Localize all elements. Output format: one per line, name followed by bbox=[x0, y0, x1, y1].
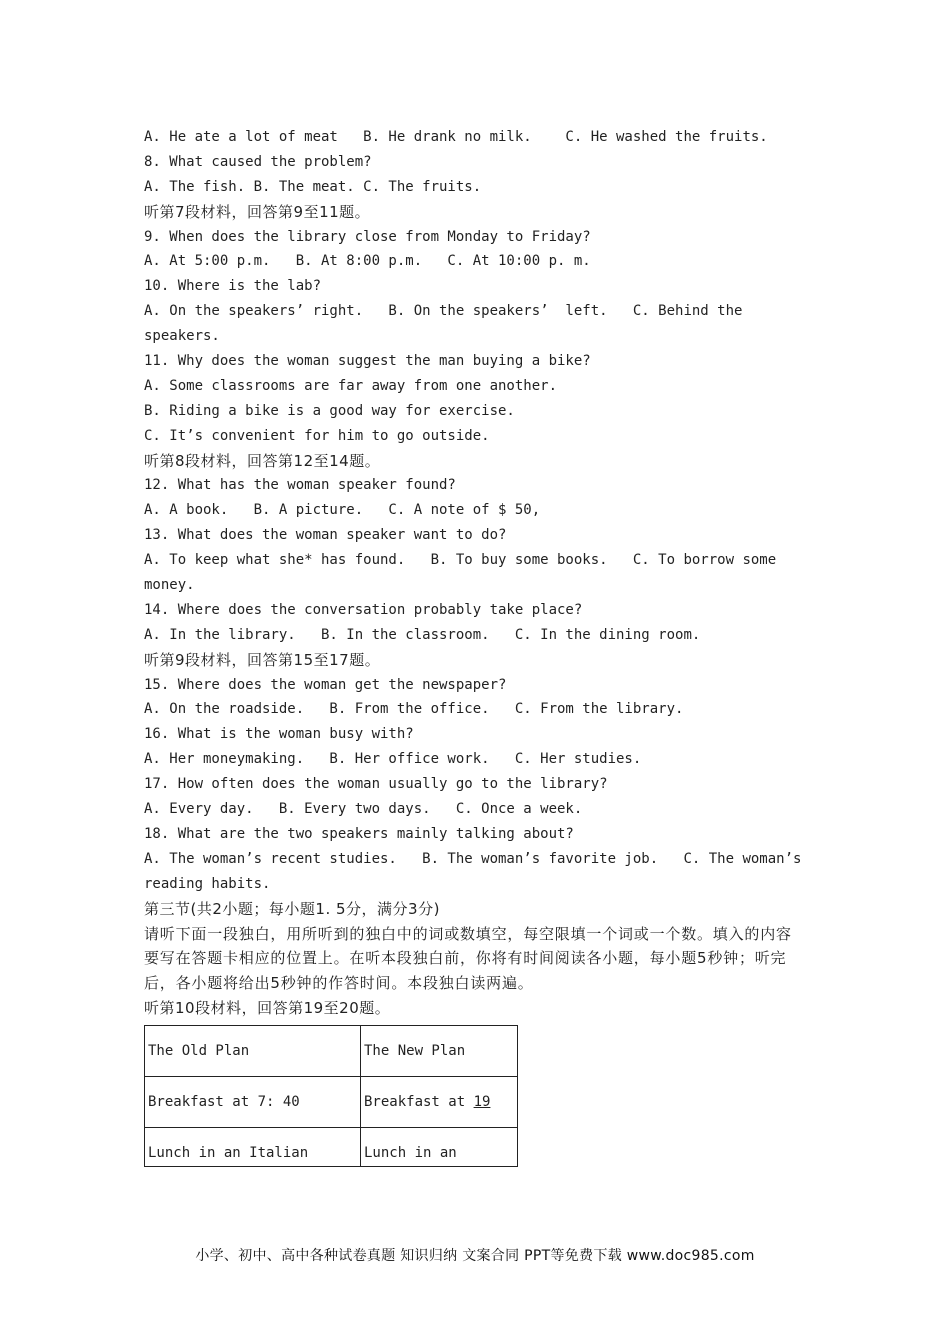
section9-heading: 听第9段材料，回答第15至17题。 bbox=[144, 650, 381, 669]
q18-question: 18. What are the two speakers mainly talking about? bbox=[144, 825, 574, 842]
q10-question: 10. Where is the lab? bbox=[144, 278, 322, 295]
q8-question: 8. What caused the problem? bbox=[144, 153, 372, 170]
header-new-plan: The New Plan bbox=[361, 1026, 518, 1077]
q15-question: 15. Where does the woman get the newspaper? bbox=[144, 676, 507, 693]
part3-heading: 第三节(共2小题；每小题1. 5分，满分3分) bbox=[144, 899, 440, 918]
header-old-plan: The Old Plan bbox=[145, 1026, 361, 1077]
q14-options: A. In the library. B. In the classroom. C. In the dining room. bbox=[144, 626, 701, 643]
q11-option-b: B. Riding a bike is a good way for exercise. bbox=[144, 402, 515, 419]
blank-19: 19 bbox=[473, 1094, 491, 1111]
q18-options: A. The woman’s recent studies. B. The woman’s favorite job. C. The woman’s bbox=[144, 850, 802, 867]
q9-options: A. At 5:00 p.m. B. At 8:00 p.m. C. At 10:00 p. m. bbox=[144, 253, 591, 270]
q16-options: A. Her moneymaking. B. Her office work. C. Her studies. bbox=[144, 751, 642, 768]
page-footer: 小学、初中、高中各种试卷真题 知识归纳 文案合同 PPT等免费下载 www.doc985.com bbox=[195, 1248, 755, 1264]
table-row bbox=[145, 1128, 518, 1167]
q7-options: A. He ate a lot of meat B. He drank no milk. C. He washed the fruits. bbox=[144, 129, 768, 145]
table-row bbox=[145, 1077, 518, 1128]
old-lunch: Lunch in an Italian bbox=[145, 1128, 361, 1167]
document-body bbox=[144, 125, 804, 1167]
new-breakfast bbox=[361, 1077, 518, 1128]
new-lunch: Lunch in an bbox=[361, 1128, 518, 1167]
new-breakfast-text: Breakfast at bbox=[364, 1094, 474, 1111]
q13-options: A. To keep what she* has found. B. To buy some books. C. To borrow some bbox=[144, 552, 777, 569]
q13-question: 13. What does the woman speaker want to do? bbox=[144, 527, 507, 544]
q10-options-cont: speakers. bbox=[144, 328, 220, 345]
q9-question: 9. When does the library close from Monday to Friday? bbox=[144, 228, 591, 245]
q18-options-cont: reading habits. bbox=[144, 875, 271, 892]
q11-option-c: C. It’s convenient for him to go outside. bbox=[144, 427, 490, 444]
table-row bbox=[145, 1026, 518, 1077]
part3-instructions: 请听下面一段独白，用所听到的独白中的词或数填空，每空限填一个词或一个数。填入的内容要写在答题卡相应的位置上。在听本段独白前，你将有时间阅读各小题，每小题5秒钟；听完后，各小题将给出5秒钟的作答时间。本段独白读两遍。 bbox=[144, 924, 792, 993]
q15-options: A. On the roadside. B. From the office. C. From the library. bbox=[144, 701, 684, 718]
section10-heading: 听第10段材料，回答第19至20题。 bbox=[144, 999, 391, 1018]
q11-option-a: A. Some classrooms are far away from one another. bbox=[144, 377, 558, 394]
section8-heading: 听第8段材料，回答第12至14题。 bbox=[144, 451, 381, 470]
q10-options: A. On the speakers’ right. B. On the speakers’ left. C. Behind the bbox=[144, 303, 743, 320]
q12-options: A. A book. B. A picture. C. A note of $ 50, bbox=[144, 502, 541, 519]
section7-heading: 听第7段材料，回答第9至11题。 bbox=[144, 202, 371, 221]
plan-table bbox=[144, 1025, 518, 1167]
q16-question: 16. What is the woman busy with? bbox=[144, 726, 414, 743]
q8-options: A. The fish. B. The meat. C. The fruits. bbox=[144, 178, 482, 195]
q17-options: A. Every day. B. Every two days. C. Once a week. bbox=[144, 801, 583, 818]
q13-options-cont: money. bbox=[144, 577, 195, 594]
old-breakfast: Breakfast at 7: 40 bbox=[145, 1077, 361, 1128]
q11-question: 11. Why does the woman suggest the man buying a bike? bbox=[144, 353, 591, 370]
q12-question: 12. What has the woman speaker found? bbox=[144, 477, 456, 494]
q17-question: 17. How often does the woman usually go to the library? bbox=[144, 776, 608, 793]
q14-question: 14. Where does the conversation probably take place? bbox=[144, 601, 583, 618]
